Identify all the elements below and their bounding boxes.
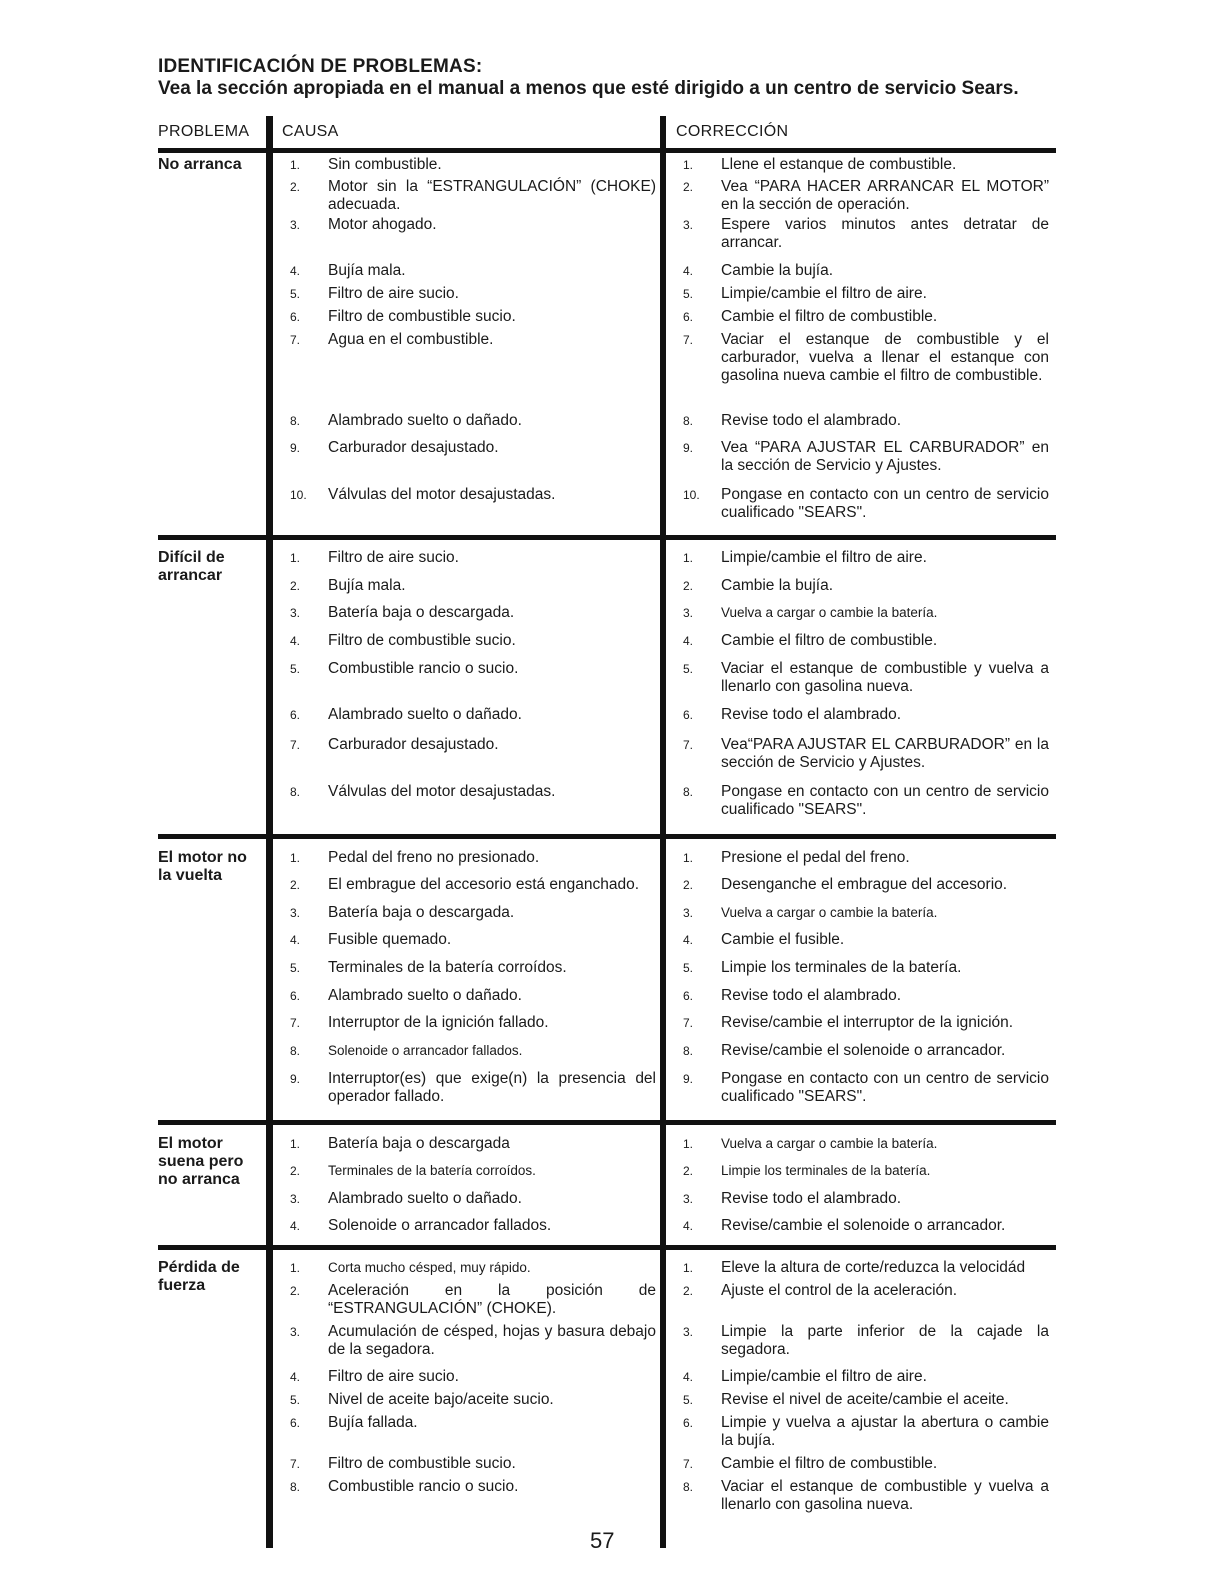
cause-number: 2. <box>290 878 301 892</box>
cause-text: Alambrado suelto o dañado. <box>328 1190 522 1207</box>
fix-text: Vuelva a cargar o cambie la batería. <box>721 1136 938 1151</box>
cause-number: 3. <box>290 606 301 620</box>
fix-number: 1. <box>683 1137 694 1151</box>
fix-number: 8. <box>683 414 694 428</box>
fix-number: 7. <box>683 1016 694 1030</box>
cause-number: 5. <box>290 287 301 301</box>
fix-number: 3. <box>683 906 694 920</box>
fix-number: 5. <box>683 1393 694 1407</box>
problem-label: El motor suena pero no arranca <box>158 1135 244 1188</box>
cause-text: Batería baja o descargada. <box>328 904 515 921</box>
cause-number: 1. <box>290 158 301 172</box>
cause-text: Agua en el combustible. <box>328 331 494 348</box>
cause-text: Filtro de combustible sucio. <box>328 308 516 325</box>
cause-text: Combustible rancio o sucio. <box>328 660 519 677</box>
cause-text: Bujía mala. <box>328 262 406 279</box>
cause-text: Aceleración en la posición de “ESTRANGULACIÓN” (CHOKE). <box>328 1282 656 1317</box>
fix-number: 6. <box>683 310 694 324</box>
section-rule <box>158 1120 1056 1125</box>
cause-text: Carburador desajustado. <box>328 736 499 753</box>
fix-number: 8. <box>683 1480 694 1494</box>
fix-number: 4. <box>683 1219 694 1233</box>
fix-text: Desenganche el embrague del accesorio. <box>721 876 1008 893</box>
fix-number: 2. <box>683 1164 694 1178</box>
fix-number: 7. <box>683 1457 694 1471</box>
cause-number: 1. <box>290 851 301 865</box>
cause-number: 3. <box>290 906 301 920</box>
cause-text: Carburador desajustado. <box>328 439 499 456</box>
fix-number: 9. <box>683 441 694 455</box>
fix-text: Cambie el filtro de combustible. <box>721 632 938 649</box>
cause-text: Motor ahogado. <box>328 216 437 233</box>
cause-number: 2. <box>290 579 301 593</box>
cause-number: 2. <box>290 180 301 194</box>
fix-text: Vuelva a cargar o cambie la batería. <box>721 905 938 920</box>
cause-text: Alambrado suelto o dañado. <box>328 412 522 429</box>
problem-label: Difícil de arrancar <box>158 549 225 584</box>
cause-text: Filtro de combustible sucio. <box>328 1455 516 1472</box>
fix-number: 7. <box>683 738 694 752</box>
fix-number: 4. <box>683 1370 694 1384</box>
cause-number: 4. <box>290 1370 301 1384</box>
fix-number: 8. <box>683 785 694 799</box>
fix-text: Cambie la bujía. <box>721 577 834 594</box>
fix-number: 4. <box>683 634 694 648</box>
fix-text: Limpie/cambie el filtro de aire. <box>721 549 927 566</box>
fix-text: Revise todo el alambrado. <box>721 412 902 429</box>
cause-number: 7. <box>290 1457 301 1471</box>
fix-text: Pongase en contacto con un centro de servicio cualificado "SEARS". <box>721 1070 1049 1105</box>
fix-number: 2. <box>683 180 694 194</box>
page-subtitle: Vea la sección apropiada en el manual a menos que esté dirigido a un centro de servicio Sears. <box>158 78 1019 99</box>
cause-number: 7. <box>290 738 301 752</box>
fix-text: Espere varios minutos antes detratar de arrancar. <box>721 216 1049 251</box>
fix-text: Revise/cambie el solenoide o arrancador. <box>721 1042 1006 1059</box>
cause-text: Corta mucho césped, muy rápido. <box>328 1260 531 1275</box>
fix-text: Vaciar el estanque de combustible y el carburador, vuelva a llenar el estanque con gasolina nueva cambie el filtro de combustible. <box>721 331 1049 384</box>
cause-text: Acumulación de césped, hojas y basura debajo de la segadora. <box>328 1323 656 1358</box>
fix-number: 5. <box>683 961 694 975</box>
cause-text: Alambrado suelto o dañado. <box>328 987 522 1004</box>
cause-text: Batería baja o descargada <box>328 1135 510 1152</box>
section-rule <box>158 1245 1056 1250</box>
cause-text: El embrague del accesorio está enganchado. <box>328 876 640 893</box>
cause-text: Pedal del freno no presionado. <box>328 849 540 866</box>
cause-text: Fusible quemado. <box>328 931 452 948</box>
cause-text: Nivel de aceite bajo/aceite sucio. <box>328 1391 554 1408</box>
cause-number: 7. <box>290 333 301 347</box>
fix-text: Cambie el filtro de combustible. <box>721 1455 938 1472</box>
cause-text: Filtro de aire sucio. <box>328 285 459 302</box>
problem-label: No arranca <box>158 156 242 173</box>
cause-text: Motor sin la “ESTRANGULACIÓN” (CHOKE) adecuada. <box>328 178 656 213</box>
cause-number: 7. <box>290 1016 301 1030</box>
fix-number: 2. <box>683 579 694 593</box>
fix-text: Limpie y vuelva a ajustar la abertura o cambie la bujía. <box>721 1414 1049 1449</box>
cause-number: 9. <box>290 1072 301 1086</box>
section-rule <box>158 834 1056 839</box>
fix-text: Pongase en contacto con un centro de servicio cualificado "SEARS". <box>721 486 1049 521</box>
cause-text: Filtro de combustible sucio. <box>328 632 516 649</box>
cause-number: 2. <box>290 1284 301 1298</box>
fix-text: Vea “PARA HACER ARRANCAR EL MOTOR” en la sección de operación. <box>721 178 1049 213</box>
fix-number: 4. <box>683 264 694 278</box>
fix-text: Revise/cambie el interruptor de la ignición. <box>721 1014 1014 1031</box>
fix-number: 5. <box>683 662 694 676</box>
cause-text: Interruptor de la ignición fallado. <box>328 1014 549 1031</box>
cause-text: Filtro de aire sucio. <box>328 549 459 566</box>
page-number: 57 <box>590 1528 615 1553</box>
section-rule <box>158 148 1056 153</box>
cause-number: 8. <box>290 785 301 799</box>
fix-text: Revise el nivel de aceite/cambie el aceite. <box>721 1391 1009 1408</box>
cause-text: Válvulas del motor desajustadas. <box>328 486 556 503</box>
cause-number: 5. <box>290 961 301 975</box>
cause-text: Combustible rancio o sucio. <box>328 1478 519 1495</box>
cause-text: Filtro de aire sucio. <box>328 1368 459 1385</box>
fix-text: Limpie los terminales de la batería. <box>721 959 962 976</box>
fix-text: Presione el pedal del freno. <box>721 849 910 866</box>
fix-text: Pongase en contacto con un centro de servicio cualificado "SEARS". <box>721 783 1049 818</box>
cause-number: 2. <box>290 1164 301 1178</box>
fix-number: 2. <box>683 878 694 892</box>
fix-number: 5. <box>683 287 694 301</box>
fix-text: Cambie la bujía. <box>721 262 834 279</box>
fix-text: Revise todo el alambrado. <box>721 1190 902 1207</box>
cause-number: 10. <box>290 488 307 502</box>
cause-number: 3. <box>290 1325 301 1339</box>
fix-number: 10. <box>683 488 700 502</box>
fix-number: 6. <box>683 989 694 1003</box>
cause-text: Solenoide o arrancador fallados. <box>328 1043 523 1058</box>
fix-text: Revise/cambie el solenoide o arrancador. <box>721 1217 1006 1234</box>
problem-label: Pérdida de fuerza <box>158 1259 240 1294</box>
cause-number: 8. <box>290 414 301 428</box>
cause-number: 4. <box>290 634 301 648</box>
fix-text: Revise todo el alambrado. <box>721 706 902 723</box>
page-title: IDENTIFICACIÓN DE PROBLEMAS: <box>158 56 483 77</box>
cause-number: 4. <box>290 933 301 947</box>
cause-text: Bujía fallada. <box>328 1414 418 1431</box>
fix-number: 3. <box>683 1325 694 1339</box>
cause-number: 6. <box>290 1416 301 1430</box>
fix-number: 4. <box>683 933 694 947</box>
fix-text: Limpie/cambie el filtro de aire. <box>721 285 927 302</box>
section-rule <box>158 535 1056 540</box>
cause-text: Sin combustible. <box>328 156 442 173</box>
cause-number: 1. <box>290 1137 301 1151</box>
fix-number: 1. <box>683 1261 694 1275</box>
fix-number: 3. <box>683 1192 694 1206</box>
fix-text: Vea“PARA AJUSTAR EL CARBURADOR” en la sección de Servicio y Ajustes. <box>721 736 1049 771</box>
fix-number: 2. <box>683 1284 694 1298</box>
fix-text: Vea “PARA AJUSTAR EL CARBURADOR” en la sección de Servicio y Ajustes. <box>721 439 1049 474</box>
fix-text: Eleve la altura de corte/reduzca la velocidád <box>721 1259 1026 1276</box>
cause-number: 5. <box>290 1393 301 1407</box>
fix-text: Vuelva a cargar o cambie la batería. <box>721 605 938 620</box>
problem-label: El motor no la vuelta <box>158 849 247 884</box>
fix-text: Cambie el fusible. <box>721 931 845 948</box>
fix-text: Revise todo el alambrado. <box>721 987 902 1004</box>
header-problema: PROBLEMA <box>158 123 250 140</box>
fix-number: 3. <box>683 218 694 232</box>
cause-number: 8. <box>290 1480 301 1494</box>
fix-number: 9. <box>683 1072 694 1086</box>
fix-number: 1. <box>683 158 694 172</box>
cause-text: Válvulas del motor desajustadas. <box>328 783 556 800</box>
fix-text: Cambie el filtro de combustible. <box>721 308 938 325</box>
cause-number: 4. <box>290 1219 301 1233</box>
column-rule-right <box>660 116 666 1548</box>
fix-text: Limpie/cambie el filtro de aire. <box>721 1368 927 1385</box>
cause-number: 4. <box>290 264 301 278</box>
header-correccion: CORRECCIÓN <box>676 123 789 140</box>
cause-text: Alambrado suelto o dañado. <box>328 706 522 723</box>
fix-text: Vaciar el estanque de combustible y vuelva a llenarlo con gasolina nueva. <box>721 1478 1049 1513</box>
cause-text: Solenoide o arrancador fallados. <box>328 1217 552 1234</box>
fix-number: 6. <box>683 1416 694 1430</box>
fix-number: 1. <box>683 551 694 565</box>
cause-number: 1. <box>290 1261 301 1275</box>
cause-number: 6. <box>290 989 301 1003</box>
fix-number: 3. <box>683 606 694 620</box>
cause-number: 6. <box>290 310 301 324</box>
cause-number: 6. <box>290 708 301 722</box>
cause-number: 9. <box>290 441 301 455</box>
cause-number: 5. <box>290 662 301 676</box>
cause-number: 3. <box>290 218 301 232</box>
cause-text: Batería baja o descargada. <box>328 604 515 621</box>
fix-number: 7. <box>683 333 694 347</box>
column-rule-left <box>266 116 273 1548</box>
cause-text: Bujía mala. <box>328 577 406 594</box>
fix-text: Limpie la parte inferior de la cajade la segadora. <box>721 1323 1049 1358</box>
cause-text: Terminales de la batería corroídos. <box>328 1163 536 1178</box>
cause-text: Terminales de la batería corroídos. <box>328 959 567 976</box>
cause-text: Interruptor(es) que exige(n) la presencia del operador fallado. <box>328 1070 656 1105</box>
fix-number: 1. <box>683 851 694 865</box>
cause-number: 8. <box>290 1044 301 1058</box>
cause-number: 3. <box>290 1192 301 1206</box>
fix-text: Vaciar el estanque de combustible y vuelva a llenarlo con gasolina nueva. <box>721 660 1049 695</box>
cause-number: 1. <box>290 551 301 565</box>
fix-text: Limpie los terminales de la batería. <box>721 1163 931 1178</box>
header-causa: CAUSA <box>282 123 339 140</box>
fix-text: Ajuste el control de la aceleración. <box>721 1282 958 1299</box>
fix-number: 6. <box>683 708 694 722</box>
fix-text: Llene el estanque de combustible. <box>721 156 957 173</box>
fix-number: 8. <box>683 1044 694 1058</box>
